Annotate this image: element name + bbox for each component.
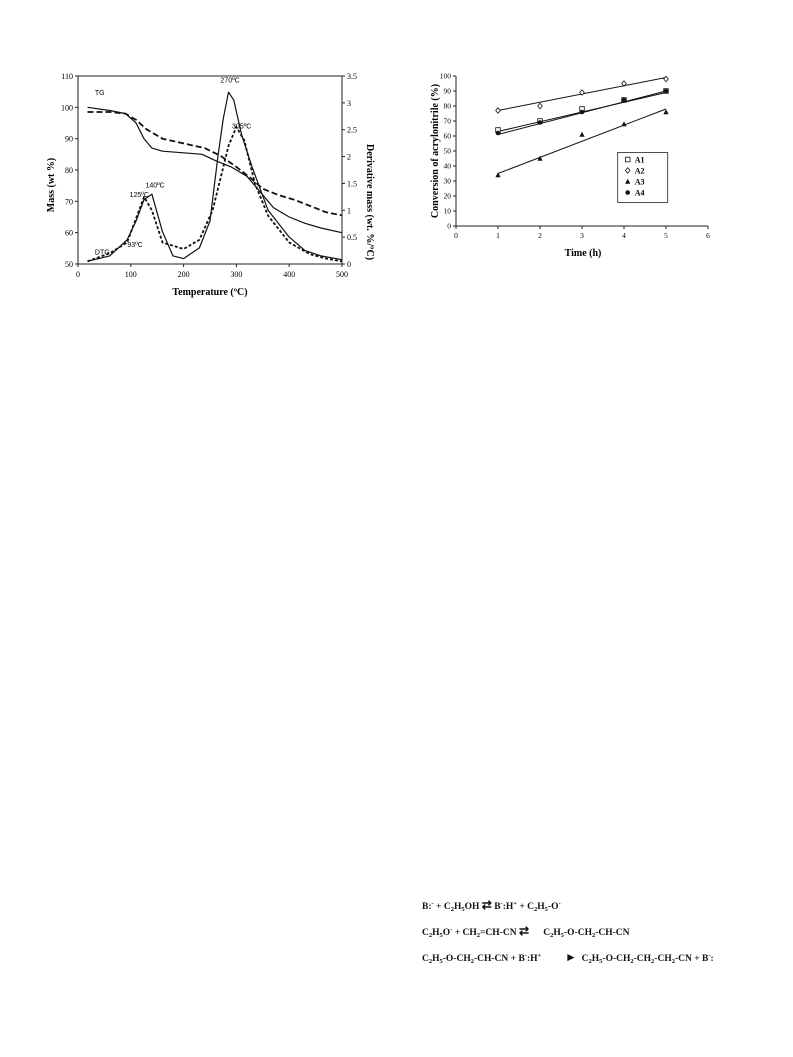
y2-tick-label: 2.5: [347, 125, 357, 135]
y-tick-label: 100: [61, 103, 73, 113]
data-point-a4: [580, 110, 585, 115]
data-point-a4: [538, 120, 543, 125]
chart2-x-axis-label: Time (h): [564, 248, 602, 259]
equation-text: B:: [422, 902, 432, 912]
reaction-arrow-icon: ⇄: [518, 924, 529, 938]
equation-text: -O-CH: [442, 954, 471, 964]
subscript: 2: [671, 958, 675, 965]
subscript: 5: [599, 958, 603, 965]
data-point-a2: [496, 108, 501, 114]
chart2-axes: [440, 72, 710, 241]
y-tick-label: 0: [447, 221, 451, 231]
legend-marker-a1: [625, 157, 630, 162]
equation-text: -CH-CN + B: [473, 954, 525, 964]
equation-text: -O: [547, 902, 559, 912]
subscript: 2: [591, 932, 596, 939]
y-tick-label: 20: [443, 191, 451, 201]
reaction-equation-1: [422, 898, 561, 913]
data-point-a4: [622, 98, 627, 103]
subscript: 5: [560, 932, 565, 939]
equation-text: + CH: [452, 928, 477, 938]
y-tick-label: 10: [443, 206, 451, 216]
y-tick-label: 70: [443, 116, 451, 126]
series-line-dtg: [88, 89, 343, 261]
superscript: -: [558, 900, 561, 907]
x-tick-label: 0: [76, 270, 80, 279]
x-tick-label: 200: [177, 270, 190, 279]
equation-text: C: [529, 928, 551, 938]
y-tick-label: 90: [443, 86, 451, 96]
y-tick-label: 60: [443, 131, 451, 141]
y-tick-label: 40: [443, 161, 451, 171]
superscript: +: [513, 900, 517, 907]
superscript: -: [500, 900, 503, 907]
y2-tick-label: 1.5: [347, 179, 357, 189]
equation-text: -O-CH: [602, 954, 631, 964]
x-tick-label: 300: [230, 270, 243, 279]
superscript: -: [524, 952, 527, 959]
chart2-y-axis-label: Conversion of acrylonitrile (%): [430, 83, 441, 219]
y-tick-label: 30: [443, 176, 451, 186]
annotation-label: TG: [94, 89, 105, 97]
annotation-label: 270ºC: [220, 77, 240, 85]
legend-marker-a4: [625, 190, 630, 195]
data-point-a2: [664, 76, 669, 82]
chart1-y-axis-label: Mass (wt %): [46, 157, 57, 213]
y-tick-label: 90: [65, 134, 73, 144]
reaction-arrow-icon: ►: [565, 950, 577, 964]
legend-label-a4: A4: [634, 188, 645, 198]
reaction-equation-3: [422, 950, 714, 965]
y-tick-label: 110: [61, 72, 73, 81]
subscript: 5: [439, 958, 443, 965]
equation-text: -CN + B: [674, 954, 709, 964]
subscript: 2: [476, 932, 480, 939]
equation-text: OH: [464, 902, 482, 912]
x-tick-label: 3: [580, 231, 584, 240]
equation-text: :H: [502, 902, 514, 912]
chart1-series: [88, 89, 343, 261]
equation-text: B: [491, 902, 501, 912]
data-point-a3: [579, 132, 584, 137]
subscript: 2: [428, 958, 433, 965]
y-tick-label: 50: [443, 146, 451, 156]
equation-text: H: [453, 902, 462, 912]
chart2-legend: [618, 153, 668, 203]
chart1-plot-frame: [78, 76, 342, 264]
equation-text: H: [553, 928, 561, 938]
equation-text: C: [422, 954, 429, 964]
legend-label-a3: A3: [634, 177, 645, 187]
data-point-a2: [538, 103, 543, 109]
equation-text: H: [432, 954, 440, 964]
annotation-label: DTG: [94, 249, 110, 257]
legend-label-a2: A2: [634, 166, 645, 176]
y-tick-label: 80: [65, 166, 73, 175]
subscript: 2: [550, 932, 554, 939]
annotation-label: 305ºC: [232, 123, 252, 131]
subscript: 5: [461, 906, 465, 913]
data-point-a3: [621, 121, 626, 126]
y2-tick-label: 2: [347, 152, 351, 162]
equation-text: C: [576, 954, 589, 964]
equation-text: + C: [516, 902, 535, 912]
x-tick-label: 5: [664, 231, 668, 240]
superscript: +: [537, 952, 542, 959]
equation-text: O: [442, 928, 451, 938]
subscript: 2: [588, 958, 592, 965]
equation-text: -CH-CN: [595, 928, 630, 938]
equation-text: :H: [526, 954, 538, 964]
x-tick-label: 0: [454, 231, 458, 240]
data-point-a4: [664, 89, 669, 94]
equation-text: H: [591, 954, 600, 964]
data-point-a4: [496, 131, 501, 136]
subscript: 5: [439, 932, 443, 939]
annotation-label: 125ºC: [129, 191, 149, 199]
y-tick-label: 100: [439, 71, 451, 81]
subscript: 2: [630, 958, 634, 965]
x-tick-label: 6: [706, 231, 710, 240]
conversion-chart: [428, 68, 718, 263]
subscript: 5: [544, 906, 548, 913]
chart1-y2-axis-label: Derivative mass (wt. %/ºC): [364, 143, 375, 261]
equation-text: H: [537, 902, 545, 912]
y-tick-label: 80: [443, 101, 451, 111]
subscript: 2: [450, 906, 454, 913]
superscript: -: [450, 926, 453, 933]
y2-tick-label: 0.5: [347, 233, 357, 243]
series-line-tg: [88, 107, 343, 232]
y2-tick-label: 1: [347, 206, 351, 216]
x-tick-label: 1: [496, 231, 500, 240]
subscript: 2: [470, 958, 474, 965]
superscript: -: [708, 952, 711, 959]
equation-text: -CH: [633, 954, 652, 964]
x-tick-label: 400: [283, 270, 296, 279]
x-tick-label: 4: [622, 231, 626, 240]
equation-text: -O-CH: [564, 928, 592, 938]
annotation-label: 93ºC: [127, 241, 143, 249]
equation-text: =CH-CN: [480, 928, 519, 938]
y2-tick-label: 3: [347, 98, 351, 108]
chart1-axes: [61, 72, 357, 279]
chart1-annotations: [95, 77, 251, 256]
equation-text: [541, 954, 565, 964]
legend-label-a1: A1: [634, 155, 645, 165]
equation-text: C: [422, 928, 429, 938]
y-tick-label: 50: [65, 260, 73, 269]
y2-tick-label: 3.5: [347, 72, 357, 81]
y-tick-label: 70: [65, 197, 73, 207]
chart1-x-axis-label: Temperature (ºC): [172, 287, 248, 298]
x-tick-label: 100: [124, 270, 137, 279]
subscript: 2: [534, 906, 538, 913]
subscript: 2: [428, 932, 433, 939]
superscript: -: [431, 900, 434, 907]
tg-dtg-chart: [40, 60, 380, 310]
x-tick-label: 500: [336, 270, 348, 279]
equation-text: H: [432, 928, 440, 938]
equation-text: + C: [433, 902, 451, 912]
equation-text: :: [710, 954, 714, 964]
x-tick-label: 2: [538, 231, 542, 240]
y2-tick-label: 0: [347, 260, 351, 269]
annotation-label: 140ºC: [145, 182, 165, 190]
subscript: 2: [651, 958, 655, 965]
equation-text: -CH: [654, 954, 672, 964]
y-tick-label: 60: [65, 228, 73, 238]
reaction-equation-2: [422, 924, 630, 939]
reaction-arrow-icon: ⇄: [481, 898, 492, 912]
